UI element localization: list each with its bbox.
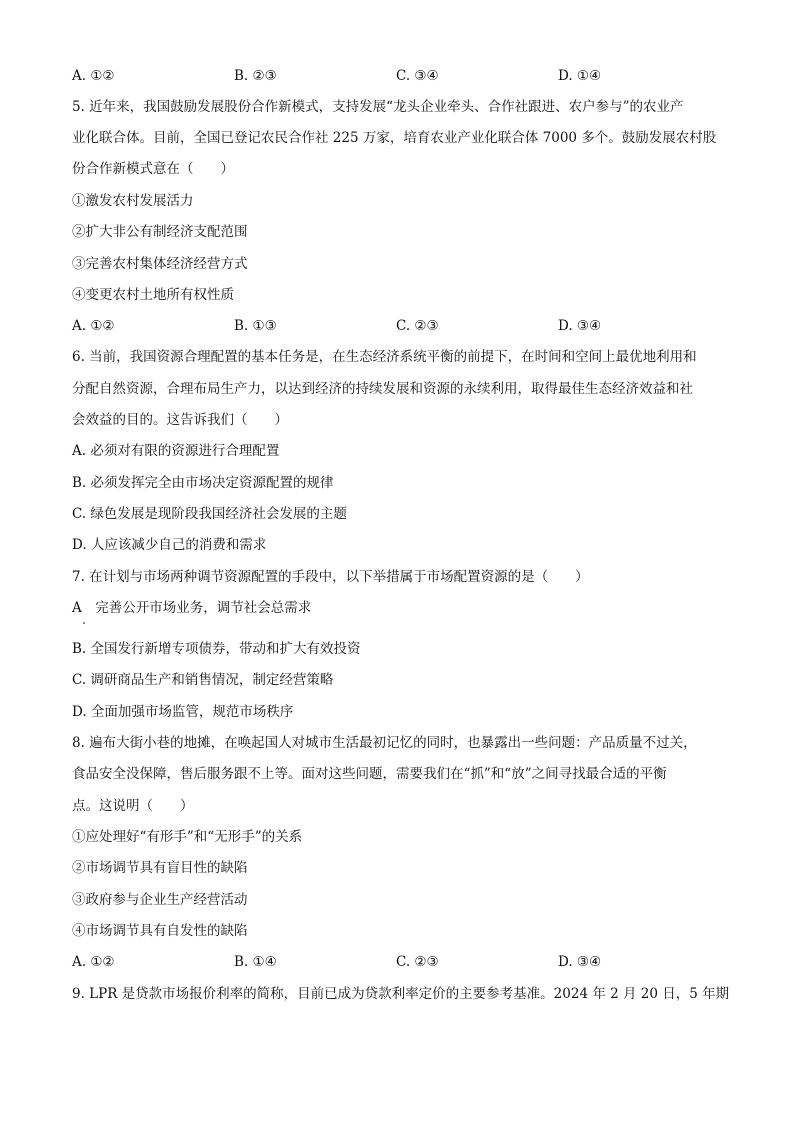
q5-item-4: ④变更农村土地所有权性质 [72, 287, 234, 303]
q5-option-b: B. ①③ [234, 318, 277, 334]
q6-choice-c: C. 绿色发展是现阶段我国经济社会发展的主题 [72, 506, 347, 522]
option-b: B. ②③ [234, 68, 277, 84]
q7-choice-c: C. 调研商品生产和销售情况，制定经营策略 [72, 672, 334, 688]
q6-choice-b: B. 必须发挥完全由市场决定资源配置的规律 [72, 475, 334, 491]
q8-option-c: C. ②③ [396, 954, 439, 970]
option-a: A. ①② [72, 68, 115, 84]
q6-choice-d: D. 人应该减少自己的消费和需求 [72, 537, 267, 553]
q8-stem-line-1: 8. 遍布大街小巷的地摊，在唤起国人对城市生活最初记忆的同时，也暴露出一些问题：产品质量不过关， [72, 735, 697, 751]
q8-options-row [72, 953, 732, 971]
q8-stem-line-2: 食品安全没保障，售后服务跟不上等。面对这些问题，需要我们在“抓”和“放”之间寻找最合适的平衡 [72, 766, 667, 782]
q8-item-2: ②市场调节具有盲目性的缺陷 [72, 860, 248, 876]
q8-item-4: ④市场调节具有自发性的缺陷 [72, 923, 248, 939]
option-c: C. ③④ [396, 68, 439, 84]
q6-choice-a: A. 必须对有限的资源进行合理配置 [72, 443, 280, 459]
q5-option-d: D. ③④ [558, 318, 602, 334]
q7-choice-b: B. 全国发行新增专项债券，带动和扩大有效投资 [72, 641, 361, 657]
q5-stem-line-3: 份合作新模式意在（ ） [72, 161, 234, 177]
q8-option-d: D. ③④ [558, 954, 602, 970]
q6-stem-line-2: 分配自然资源，合理布局生产力，以达到经济的持续发展和资源的永续利用，取得最佳生态经济效益和社 [72, 381, 693, 397]
q5-option-c: C. ②③ [396, 318, 439, 334]
q7-choice-d: D. 全面加强市场监管，规范市场秩序 [72, 704, 294, 720]
q8-option-b: B. ①④ [234, 954, 277, 970]
q5-option-a: A. ①② [72, 318, 115, 334]
q7-choice-a: A 完善公开市场业务，调节社会总需求 [72, 600, 312, 616]
q5-item-3: ③完善农村集体经济经营方式 [72, 256, 248, 272]
q8-stem-line-3: 点。这说明（ ） [72, 798, 194, 814]
q6-stem-line-3: 会效益的目的。这告诉我们（ ） [72, 412, 288, 428]
q5-options-row [72, 317, 732, 335]
q5-item-1: ①激发农村发展活力 [72, 193, 194, 209]
q8-item-1: ①应处理好“有形手”和“无形手”的关系 [72, 829, 303, 845]
q7-stem-line-1: 7. 在计划与市场两种调节资源配置的手段中，以下举措属于市场配置资源的是（ ） [72, 569, 589, 585]
q5-stem-line-2: 业化联合体。目前，全国已登记农民合作社 225 万家，培育农业产业化联合体 7000 多个。鼓励发展农村股 [72, 130, 717, 146]
options-row-prev-question [72, 67, 732, 85]
q6-stem-line-1: 6. 当前，我国资源合理配置的基本任务是，在生态经济系统平衡的前提下，在时间和空间上最优地利用和 [72, 349, 697, 365]
q8-item-3: ③政府参与企业生产经营活动 [72, 892, 248, 908]
q5-stem-line-1: 5. 近年来，我国鼓励发展股份合作新模式，支持发展“龙头企业牵头、合作社跟进、农户参与”的农业产 [72, 99, 684, 115]
q5-item-2: ②扩大非公有制经济支配范围 [72, 224, 248, 240]
option-d: D. ①④ [558, 68, 602, 84]
q8-option-a: A. ①② [72, 954, 115, 970]
q9-stem-line-1: 9. LPR 是贷款市场报价利率的简称，目前已成为贷款利率定价的主要参考基准。2024 年 2 月 20 日，5 年期 [72, 986, 730, 1002]
scan-speck [83, 622, 85, 624]
